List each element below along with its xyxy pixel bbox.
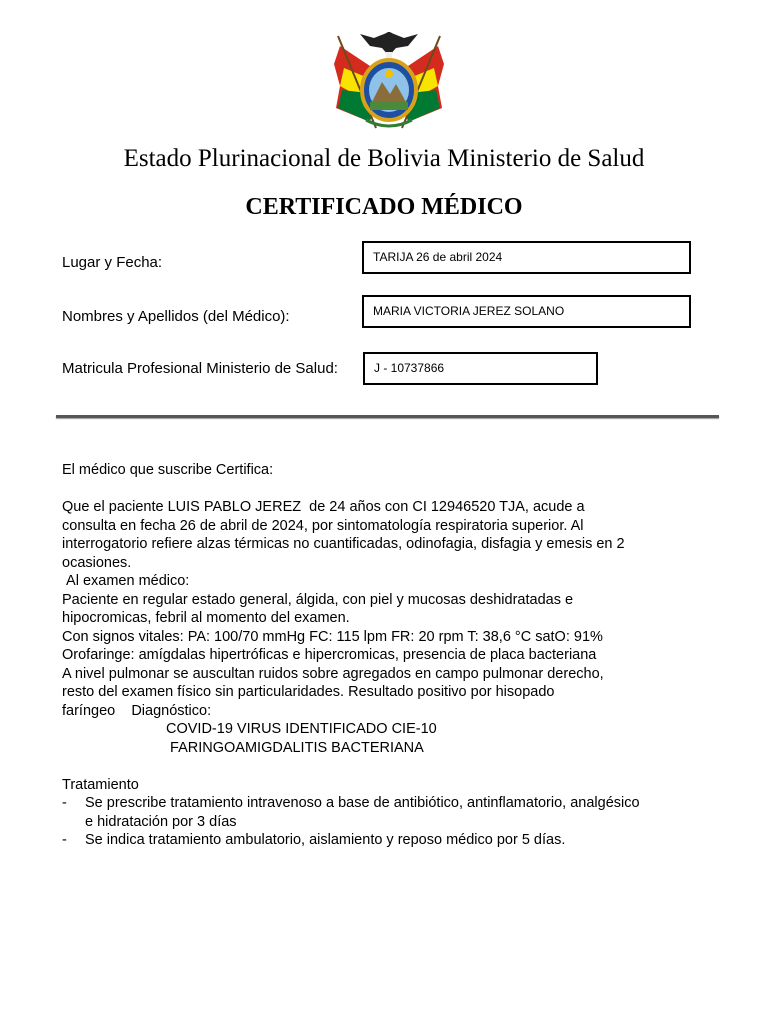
- section-divider: [56, 415, 719, 418]
- bolivia-coat-of-arms-icon: [330, 24, 448, 136]
- body-line: hipocromicas, febril al momento del examen.: [62, 610, 350, 626]
- body-line: consulta en fecha 26 de abril de 2024, por sintomatología respiratoria superior. Al: [62, 517, 584, 534]
- intro-line: El médico que suscribe Certifica:: [62, 462, 274, 478]
- treatment-item: [62, 794, 682, 831]
- diagnosis-line: FARINGOAMIGDALITIS BACTERIANA: [166, 739, 424, 756]
- body-line: A nivel pulmonar se auscultan ruidos sobre agregados en campo pulmonar derecho,: [62, 665, 604, 682]
- treatment-heading: Tratamiento: [62, 776, 139, 793]
- body-line: Que el paciente LUIS PABLO JEREZ de 24 años con CI 12946520 TJA, acude a: [62, 499, 585, 515]
- treatment-text: e hidratación por 3 días: [85, 813, 237, 830]
- body-line: ocasiones.: [62, 554, 132, 571]
- body-line: Con signos vitales: PA: 100/70 mmHg FC: 115 lpm FR: 20 rpm T: 38,6 °C satO: 91%: [62, 628, 603, 645]
- license-field: J - 10737866: [363, 352, 598, 385]
- place-date-label: Lugar y Fecha:: [62, 254, 163, 271]
- body-line: interrogatorio refiere alzas térmicas no cuantificadas, odinofagia, disfagia y emesis en 2: [62, 536, 625, 552]
- doctor-name-field: MARIA VICTORIA JEREZ SOLANO: [362, 295, 691, 328]
- body-line: Orofaringe: amígdalas hipertróficas e hipercromicas, presencia de placa bacteriana: [62, 647, 597, 663]
- treatment-text: Se prescribe tratamiento intravenoso a base de antibiótico, antinflamatorio, analgésico: [85, 795, 640, 811]
- body-line: Paciente en regular estado general, álgida, con piel y mucosas deshidratadas e: [62, 591, 574, 608]
- bullet-dash: -: [62, 795, 67, 811]
- bullet-dash: -: [62, 832, 67, 848]
- ministry-heading: Estado Plurinacional de Bolivia Ministerio de Salud: [123, 145, 645, 172]
- body-line: resto del examen físico sin particularidades. Resultado positivo por hisopado: [62, 684, 555, 700]
- body-line: faríngeo Diagnóstico:: [62, 702, 212, 719]
- body-line: Al examen médico:: [62, 573, 190, 589]
- certificate-body: [62, 461, 682, 850]
- place-date-field: TARIJA 26 de abril 2024: [362, 241, 691, 274]
- diagnosis-line: COVID-19 VIRUS IDENTIFICADO CIE-10: [166, 721, 437, 737]
- license-label: Matricula Profesional Ministerio de Salud:: [62, 360, 338, 377]
- document-title: CERTIFICADO MÉDICO: [245, 194, 523, 220]
- treatment-text: Se indica tratamiento ambulatorio, aislamiento y reposo médico por 5 días.: [85, 832, 566, 848]
- treatment-item: [62, 831, 682, 850]
- doctor-name-label: Nombres y Apellidos (del Médico):: [62, 308, 290, 325]
